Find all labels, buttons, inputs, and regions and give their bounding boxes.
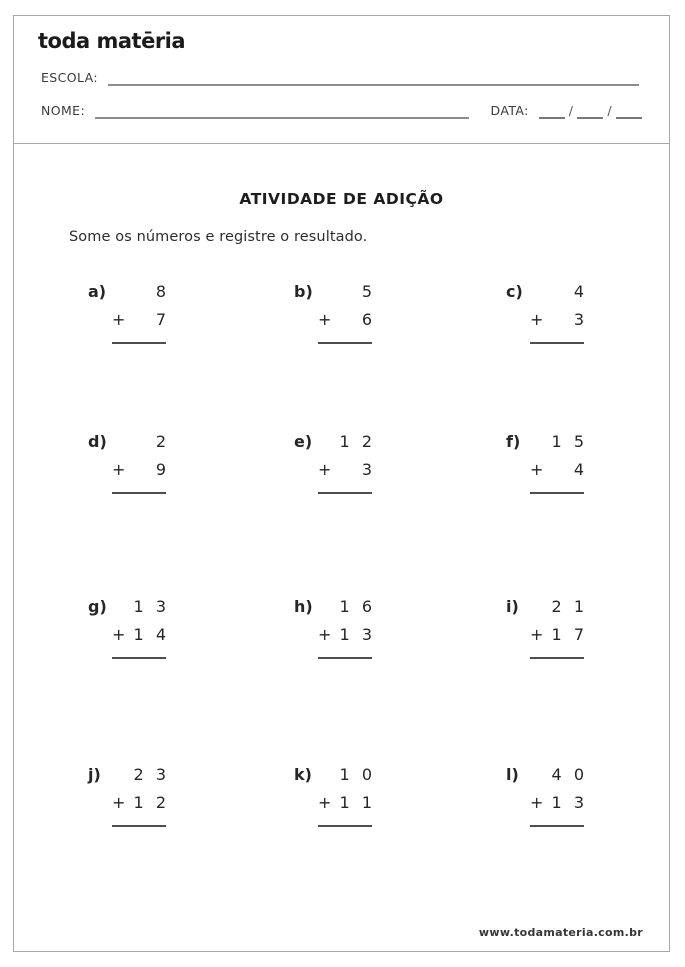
bottom-addend: 3 (361, 460, 372, 479)
problem-label: a) (88, 282, 107, 301)
answer-line (530, 492, 584, 494)
answer-line (318, 657, 372, 659)
bottom-addend: 1 3 (339, 625, 372, 644)
problem-label: e) (294, 432, 313, 451)
answer-line (112, 657, 166, 659)
worksheet-title: ATIVIDADE DE ADIÇÃO (239, 190, 444, 208)
bottom-addend: 4 (573, 460, 584, 479)
problem-label: c) (506, 282, 523, 301)
problem-label: l) (506, 765, 519, 784)
answer-line (530, 825, 584, 827)
worksheet-instruction: Some os números e registre o resultado. (69, 229, 368, 245)
bottom-addend: 1 7 (551, 625, 584, 644)
top-addend: 2 1 (551, 597, 584, 616)
answer-line (530, 342, 584, 344)
answer-line (112, 825, 166, 827)
plus-operator: + (530, 793, 544, 812)
bottom-addend: 9 (155, 460, 166, 479)
answer-line (112, 492, 166, 494)
top-addend: 5 (361, 282, 372, 301)
problem-i (506, 593, 584, 659)
bottom-addend: 1 1 (339, 793, 372, 812)
problem-a (88, 278, 166, 344)
plus-operator: + (318, 625, 332, 644)
bottom-addend: 1 2 (133, 793, 166, 812)
top-addend: 1 0 (339, 765, 372, 784)
problem-label: b) (294, 282, 313, 301)
top-addend: 1 2 (339, 432, 372, 451)
top-addend: 4 0 (551, 765, 584, 784)
problem-label: j) (88, 765, 101, 784)
escola-blank-line (108, 69, 639, 86)
plus-operator: + (530, 625, 544, 644)
bottom-addend: 6 (361, 310, 372, 329)
problem-label: i) (506, 597, 519, 616)
top-addend: 1 6 (339, 597, 372, 616)
problem-label: g) (88, 597, 107, 616)
data-field-group (491, 102, 642, 119)
escola-field-row (41, 69, 639, 86)
problem-d (88, 428, 166, 494)
date-month-blank (577, 102, 603, 119)
plus-operator: + (112, 625, 126, 644)
date-day-blank (539, 102, 565, 119)
bottom-addend: 1 4 (133, 625, 166, 644)
answer-line (318, 492, 372, 494)
date-separator: / (568, 103, 574, 118)
top-addend: 4 (573, 282, 584, 301)
date-year-blank (616, 102, 642, 119)
problem-e (294, 428, 372, 494)
nome-field-row (41, 102, 642, 119)
problem-label: d) (88, 432, 107, 451)
header-box (14, 16, 669, 144)
nome-label: NOME: (41, 103, 86, 118)
problem-j (88, 761, 166, 827)
top-addend: 2 (155, 432, 166, 451)
problem-g (88, 593, 166, 659)
escola-label: ESCOLA: (41, 70, 98, 85)
plus-operator: + (318, 793, 332, 812)
top-addend: 1 5 (551, 432, 584, 451)
problem-l (506, 761, 584, 827)
problem-label: f) (506, 432, 521, 451)
problem-h (294, 593, 372, 659)
brand-logo: toda matēria (38, 29, 186, 53)
problem-b (294, 278, 372, 344)
answer-line (112, 342, 166, 344)
bottom-addend: 7 (155, 310, 166, 329)
plus-operator: + (112, 460, 126, 479)
plus-operator: + (112, 793, 126, 812)
problem-f (506, 428, 584, 494)
answer-line (318, 825, 372, 827)
problem-label: k) (294, 765, 312, 784)
top-addend: 8 (155, 282, 166, 301)
plus-operator: + (112, 310, 126, 329)
answer-line (530, 657, 584, 659)
bottom-addend: 1 3 (551, 793, 584, 812)
plus-operator: + (318, 460, 332, 479)
page-border-box (13, 15, 670, 952)
bottom-addend: 3 (573, 310, 584, 329)
plus-operator: + (530, 460, 544, 479)
top-addend: 1 3 (133, 597, 166, 616)
problem-k (294, 761, 372, 827)
website-url: www.todamateria.com.br (478, 926, 643, 939)
plus-operator: + (318, 310, 332, 329)
data-label: DATA: (490, 103, 529, 118)
answer-line (318, 342, 372, 344)
top-addend: 2 3 (133, 765, 166, 784)
nome-blank-line (95, 102, 468, 119)
problem-c (506, 278, 584, 344)
plus-operator: + (530, 310, 544, 329)
problem-label: h) (294, 597, 313, 616)
date-separator: / (607, 103, 612, 118)
